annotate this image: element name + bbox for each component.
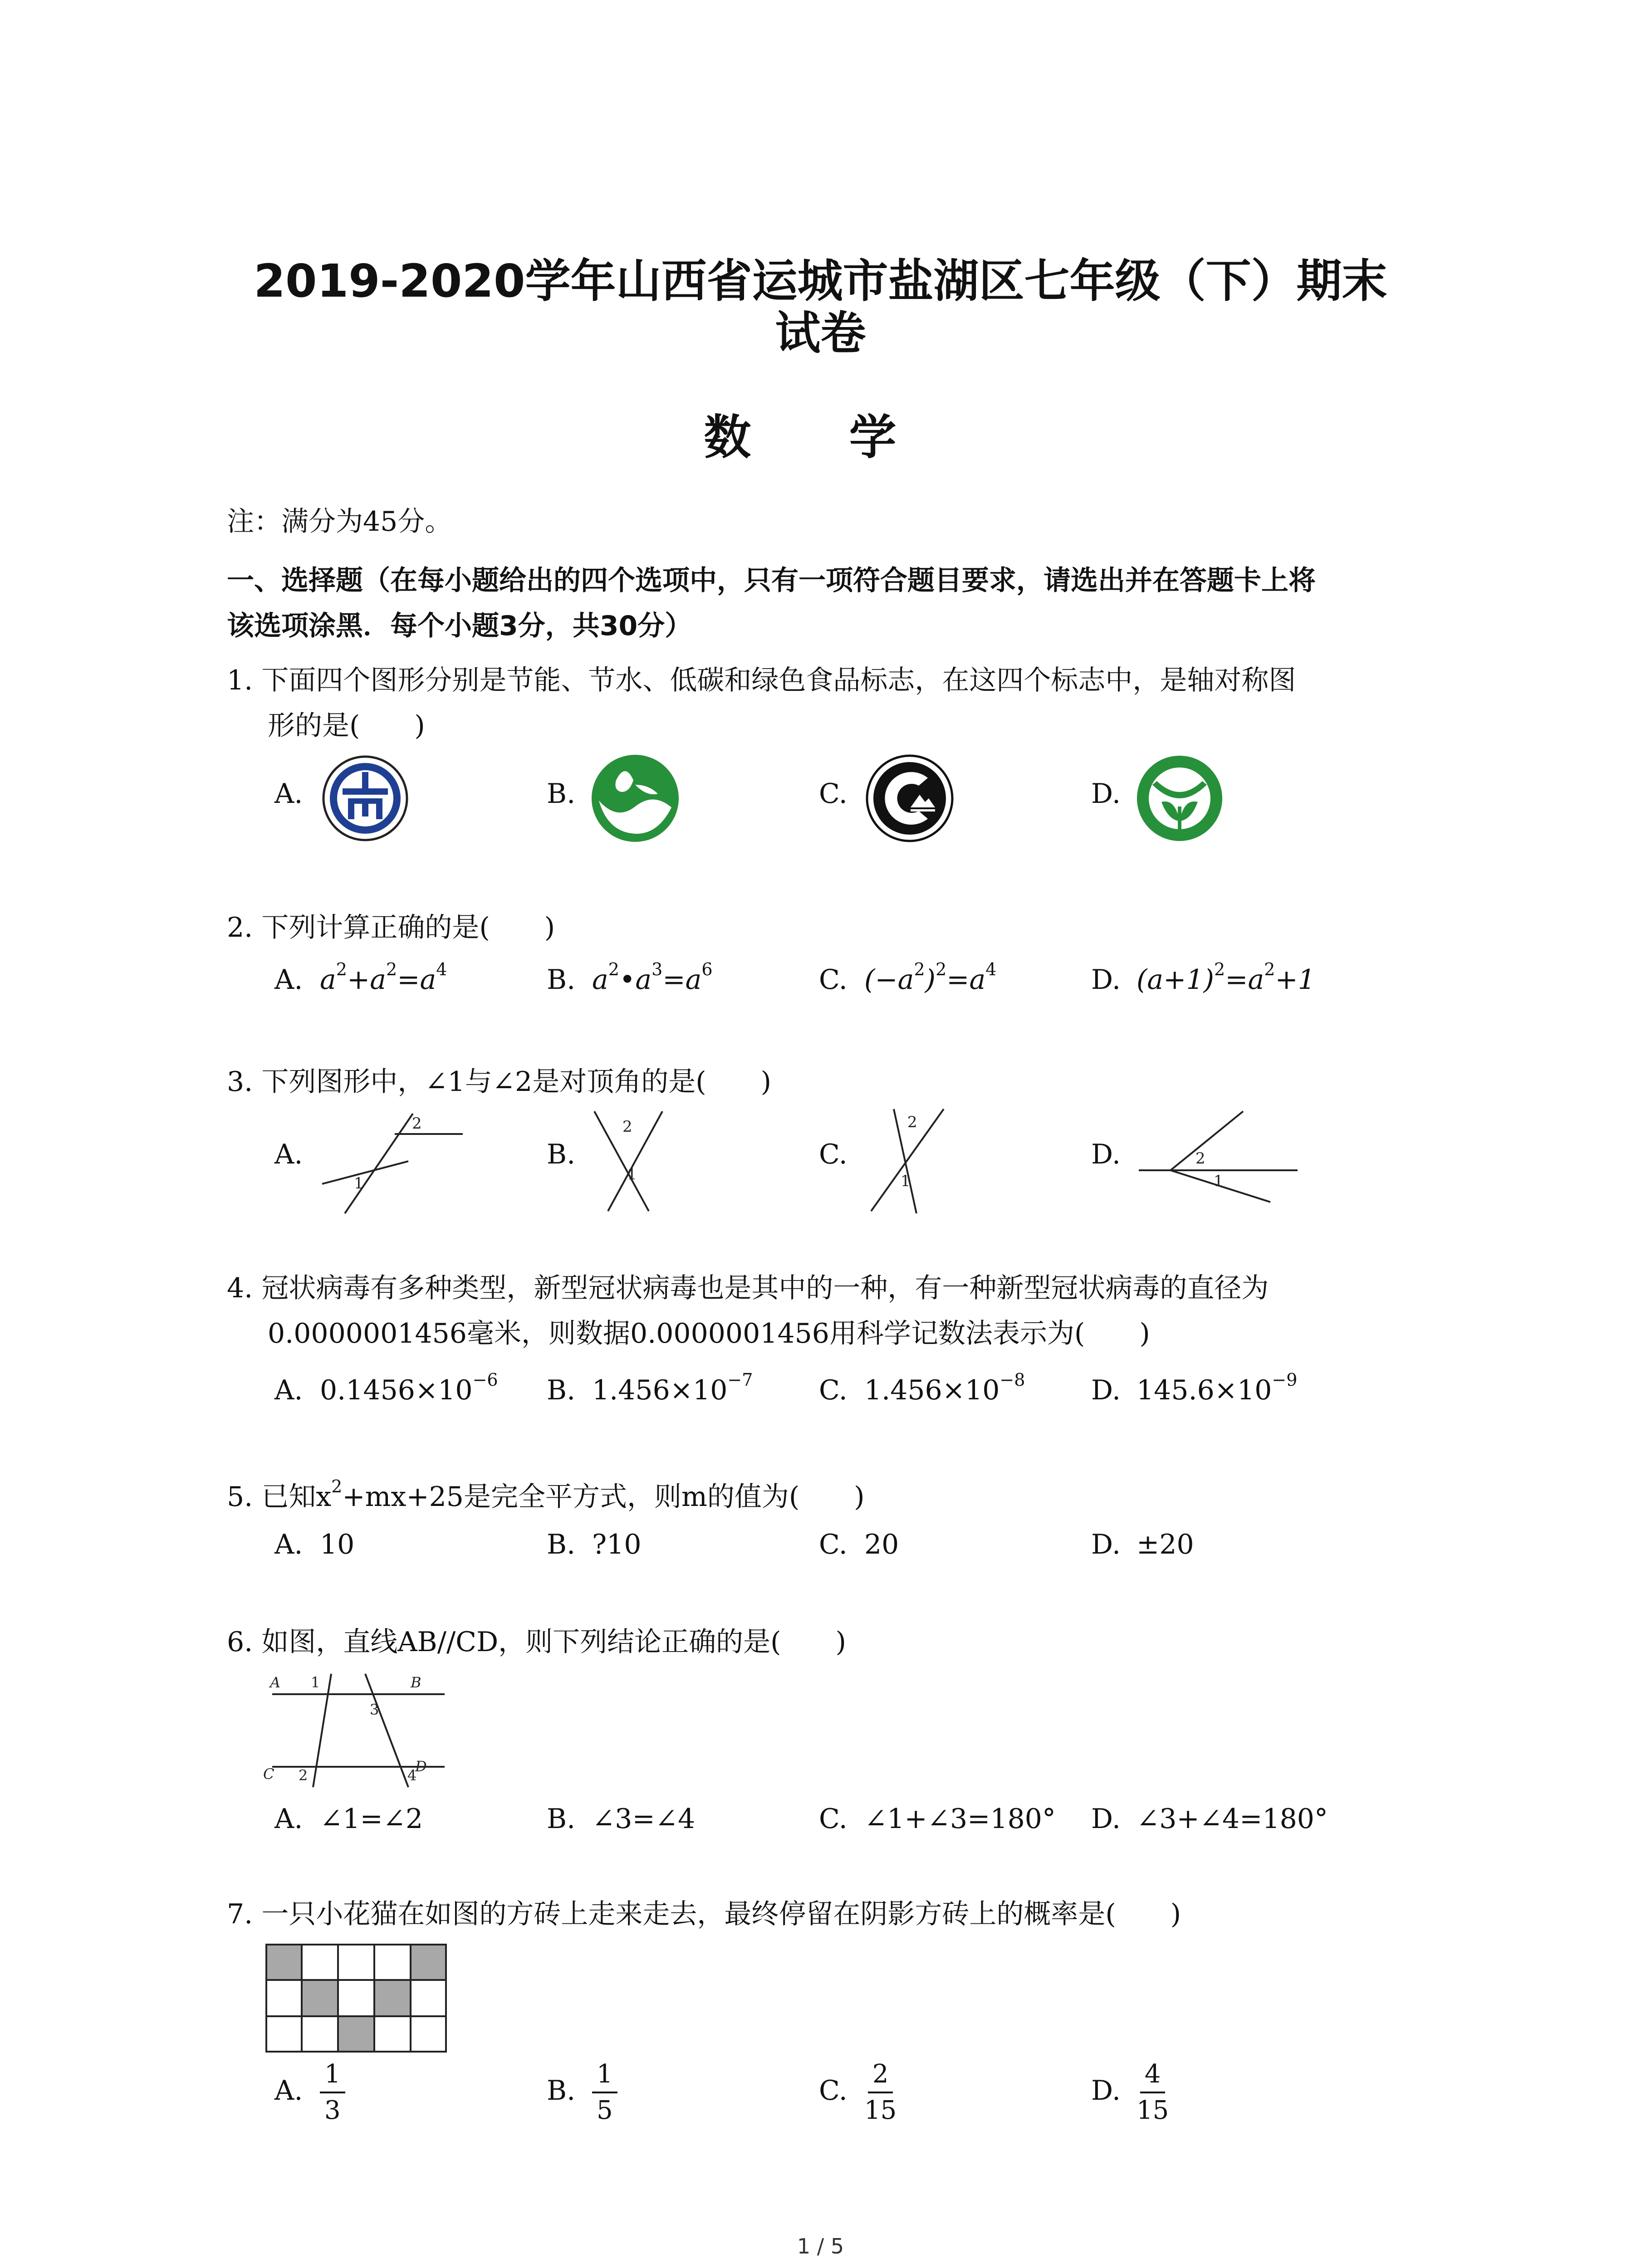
exponent: 4 <box>985 959 997 979</box>
q5-option-d[interactable] <box>1091 1529 1194 1560</box>
angle-label-4: 4 <box>407 1767 417 1784</box>
exponent: −8 <box>999 1370 1025 1390</box>
option-letter: C. <box>819 964 847 996</box>
option-letter: D. <box>1091 1529 1121 1560</box>
water-saving-logo-icon <box>590 753 681 844</box>
exponent: 2 <box>914 959 925 979</box>
score-note: 注：满分为45分。 <box>227 506 452 538</box>
option-letter: D. <box>1091 1374 1121 1406</box>
exponent: −9 <box>1272 1370 1298 1390</box>
option-text: ∠1+∠3=180° <box>864 1803 1056 1835</box>
angle-label-2: 2 <box>907 1113 917 1131</box>
option-letter: A. <box>274 2074 303 2107</box>
section-heading-line2: 该选项涂黑．每个小题3分，共30分） <box>227 610 692 642</box>
denominator: 5 <box>597 2096 613 2125</box>
q5-option-b[interactable] <box>547 1529 642 1560</box>
option-base: 1.456×10 <box>592 1374 728 1406</box>
denominator: 15 <box>864 2096 897 2125</box>
numerator: 1 <box>320 2057 345 2093</box>
angle-label-1: 1 <box>627 1165 637 1183</box>
expr-part: =a <box>397 964 436 996</box>
exponent: 3 <box>652 959 663 979</box>
page-number: 1 / 5 <box>797 2234 844 2258</box>
subject-heading: 数 学 <box>704 410 937 465</box>
option-letter: B. <box>547 2074 576 2107</box>
question-1-stem-line1: 1. 下面四个图形分别是节能、节水、低碳和绿色食品标志，在这四个标志中，是轴对称图 <box>227 665 1296 696</box>
q6-option-c[interactable] <box>819 1803 1056 1835</box>
option-base: 0.1456×10 <box>320 1374 473 1406</box>
question-1-stem-line2: 形的是( ) <box>268 710 425 742</box>
q7-option-c[interactable] <box>819 2057 896 2128</box>
exponent: −7 <box>727 1370 753 1390</box>
denominator: 3 <box>324 2096 341 2125</box>
q3-figure-d <box>1134 1107 1302 1216</box>
option-letter: B. <box>547 1374 576 1406</box>
q7-option-b[interactable] <box>547 2057 617 2128</box>
q5-option-a[interactable] <box>274 1529 354 1560</box>
exponent: 2 <box>331 1476 343 1496</box>
q6-option-d[interactable] <box>1091 1803 1328 1835</box>
angle-label-2: 2 <box>412 1114 422 1133</box>
option-text: 10 <box>320 1529 355 1560</box>
option-base: 1.456×10 <box>864 1374 1000 1406</box>
exponent: 2 <box>1214 959 1225 979</box>
option-text: ?10 <box>592 1529 642 1560</box>
section-heading-line1: 一、选择题（在每小题给出的四个选项中，只有一项符合题目要求，请选出并在答题卡上将 <box>227 565 1316 596</box>
denominator: 15 <box>1136 2096 1169 2125</box>
q6-option-a[interactable] <box>274 1803 423 1835</box>
green-food-logo-icon <box>1134 753 1225 844</box>
fraction <box>592 2057 617 2128</box>
angle-label-1: 1 <box>1214 1172 1224 1190</box>
expr-part: a <box>592 964 608 996</box>
point-label-b: B <box>411 1674 421 1691</box>
angle-label-2: 2 <box>299 1767 308 1784</box>
page-title-line1: 2019-2020学年山西省运城市盐湖区七年级（下）期末 <box>254 254 1387 308</box>
stem-part: +mx+25是完全平方式，则m的值为( ) <box>342 1481 865 1513</box>
fraction <box>1136 2057 1169 2128</box>
q2-option-d[interactable] <box>1091 959 1315 996</box>
option-text: ±20 <box>1136 1529 1194 1560</box>
q2-option-c[interactable] <box>819 959 997 996</box>
option-text: ∠1=∠2 <box>320 1803 423 1835</box>
numerator: 4 <box>1140 2057 1166 2093</box>
q3-option-a-letter[interactable]: A. <box>274 1139 303 1170</box>
q4-option-d[interactable] <box>1091 1370 1298 1406</box>
angle-label-1: 1 <box>901 1172 911 1190</box>
q3-figure-b <box>590 1107 671 1216</box>
q7-option-a[interactable] <box>274 2057 345 2128</box>
question-7-stem: 7. 一只小花猫在如图的方砖上走来走去，最终停留在阴影方砖上的概率是( ) <box>227 1898 1181 1930</box>
numerator: 2 <box>868 2057 893 2093</box>
expr-part: •a <box>619 964 652 996</box>
option-text: ∠3+∠4=180° <box>1136 1803 1328 1835</box>
exponent: 2 <box>936 959 947 979</box>
expr-part: ) <box>925 964 936 996</box>
q4-option-b[interactable] <box>547 1370 753 1406</box>
option-text: ∠3=∠4 <box>592 1803 696 1835</box>
exponent: −6 <box>472 1370 498 1390</box>
exponent: 2 <box>608 959 619 979</box>
low-carbon-logo-icon <box>864 753 955 844</box>
exponent: 6 <box>701 959 713 979</box>
question-6-stem: 6. 如图，直线AB//CD，则下列结论正确的是( ) <box>227 1626 846 1658</box>
option-text: 20 <box>864 1529 899 1560</box>
q7-tile-grid-figure <box>265 1944 447 2053</box>
q6-option-b[interactable] <box>547 1803 695 1835</box>
q1-option-d-letter[interactable]: D. <box>1091 778 1121 810</box>
q7-option-d[interactable] <box>1091 2057 1169 2128</box>
question-4-stem-line1: 4. 冠状病毒有多种类型，新型冠状病毒也是其中的一种，有一种新型冠状病毒的直径为 <box>227 1272 1269 1304</box>
point-label-d: D <box>415 1758 427 1775</box>
exponent: 2 <box>1264 959 1275 979</box>
fraction <box>864 2057 896 2128</box>
option-letter: B. <box>547 1803 576 1835</box>
page-title-line2: 试卷 <box>775 307 866 360</box>
option-letter: D. <box>1091 964 1121 996</box>
angle-label-2: 2 <box>622 1118 632 1136</box>
option-letter: B. <box>547 1529 576 1560</box>
q3-option-c-letter[interactable]: C. <box>819 1139 847 1170</box>
expr-part: a <box>320 964 336 996</box>
expr-part: +a <box>347 964 387 996</box>
question-2-stem: 2. 下列计算正确的是( ) <box>227 912 555 943</box>
q2-option-a[interactable] <box>274 959 447 996</box>
exponent: 2 <box>336 959 347 979</box>
point-label-c: C <box>263 1765 274 1783</box>
q3-option-b-letter[interactable]: B. <box>547 1139 576 1170</box>
question-3-stem: 3. 下列图形中，∠1与∠2是对顶角的是( ) <box>227 1066 772 1098</box>
option-letter: C. <box>819 1529 847 1560</box>
q5-option-c[interactable] <box>819 1529 899 1560</box>
option-letter: A. <box>274 1803 303 1835</box>
option-base: 145.6×10 <box>1136 1374 1272 1406</box>
option-letter: B. <box>547 964 576 996</box>
option-letter: A. <box>274 1529 303 1560</box>
numerator: 1 <box>592 2057 617 2093</box>
stem-part: 5. 已知x <box>227 1481 332 1513</box>
q3-figure-a <box>318 1107 467 1216</box>
expr-part: =a <box>946 964 986 996</box>
exponent: 2 <box>386 959 397 979</box>
option-letter: D. <box>1091 2074 1121 2107</box>
q3-option-d-letter[interactable]: D. <box>1091 1139 1121 1170</box>
expr-part: +1 <box>1275 964 1315 996</box>
q1-option-b-letter[interactable]: B. <box>547 778 576 810</box>
question-4-stem-line2: 0.0000001456毫米，则数据0.0000001456用科学记数法表示为( ) <box>268 1318 1150 1349</box>
option-letter: C. <box>819 1803 847 1835</box>
angle-label-1: 1 <box>311 1674 320 1691</box>
q4-option-a[interactable] <box>274 1370 498 1406</box>
option-letter: A. <box>274 1374 303 1406</box>
question-5-stem <box>227 1474 865 1520</box>
exponent: 4 <box>436 959 447 979</box>
fraction <box>320 2057 345 2128</box>
energy-saving-logo-icon <box>320 753 411 844</box>
q6-parallel-lines-figure <box>263 1669 454 1792</box>
angle-label-1: 1 <box>354 1174 364 1193</box>
option-letter: D. <box>1091 1803 1121 1835</box>
expr-part: =a <box>662 964 702 996</box>
expr-part: (−a <box>864 964 914 996</box>
q4-option-c[interactable] <box>819 1370 1025 1406</box>
option-letter: C. <box>819 1374 847 1406</box>
option-letter: C. <box>819 2074 847 2107</box>
q1-option-a-letter[interactable]: A. <box>274 778 303 810</box>
angle-label-2: 2 <box>1195 1149 1205 1168</box>
angle-label-3: 3 <box>370 1701 379 1718</box>
point-label-a: A <box>270 1674 281 1691</box>
q2-option-b[interactable] <box>547 959 713 996</box>
option-letter: A. <box>274 964 303 996</box>
expr-part: =a <box>1225 964 1264 996</box>
q3-figure-c <box>857 1107 957 1216</box>
q1-option-c-letter[interactable]: C. <box>819 778 847 810</box>
expr-part: (a+1) <box>1136 964 1215 996</box>
